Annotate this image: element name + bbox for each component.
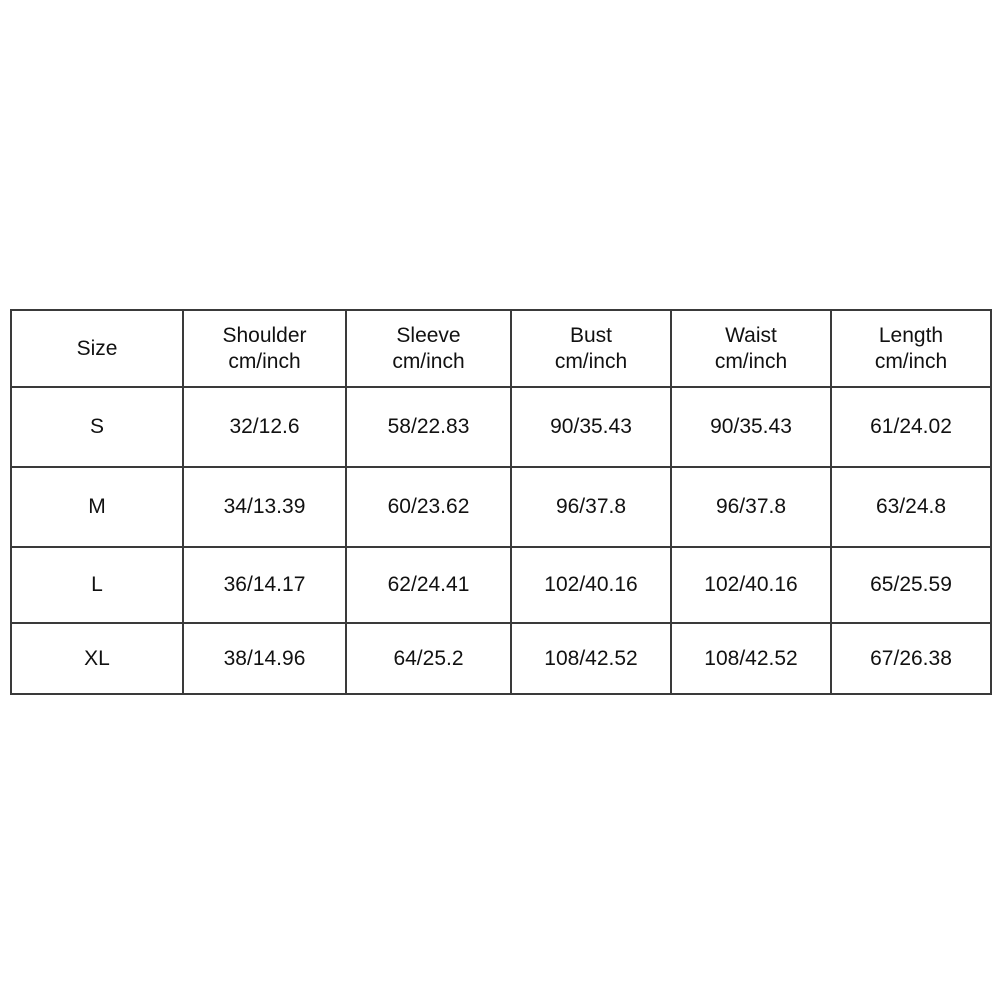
cell-sleeve: 60/23.62 (346, 467, 511, 547)
header-unit: cm/inch (228, 349, 301, 373)
cell-size: M (11, 467, 183, 547)
header-unit: cm/inch (874, 349, 948, 373)
size-chart-table (10, 309, 992, 695)
header-label: Size (76, 336, 118, 360)
header-unit: cm/inch (554, 349, 628, 373)
cell-bust: 108/42.52 (511, 623, 671, 694)
header-shoulder (183, 310, 346, 387)
cell-bust: 102/40.16 (511, 547, 671, 623)
header-sleeve (346, 310, 511, 387)
cell-waist: 102/40.16 (671, 547, 831, 623)
header-unit: cm/inch (392, 349, 465, 373)
cell-waist: 108/42.52 (671, 623, 831, 694)
header-size (11, 310, 183, 387)
cell-sleeve: 64/25.2 (346, 623, 511, 694)
table-row (11, 623, 991, 694)
cell-length: 61/24.02 (831, 387, 991, 467)
cell-bust: 96/37.8 (511, 467, 671, 547)
header-bust (511, 310, 671, 387)
header-length (831, 310, 991, 387)
table-row (11, 547, 991, 623)
cell-sleeve: 62/24.41 (346, 547, 511, 623)
header-row (11, 310, 991, 387)
cell-length: 65/25.59 (831, 547, 991, 623)
header-unit: cm/inch (714, 349, 788, 373)
cell-length: 63/24.8 (831, 467, 991, 547)
cell-sleeve: 58/22.83 (346, 387, 511, 467)
cell-shoulder: 34/13.39 (183, 467, 346, 547)
table-row (11, 467, 991, 547)
header-label: Length (878, 323, 944, 347)
cell-size: S (11, 387, 183, 467)
cell-length: 67/26.38 (831, 623, 991, 694)
cell-shoulder: 32/12.6 (183, 387, 346, 467)
cell-size: L (11, 547, 183, 623)
cell-bust: 90/35.43 (511, 387, 671, 467)
header-label: Waist (725, 323, 777, 347)
table-row (11, 387, 991, 467)
cell-waist: 96/37.8 (671, 467, 831, 547)
cell-shoulder: 36/14.17 (183, 547, 346, 623)
cell-waist: 90/35.43 (671, 387, 831, 467)
header-label: Bust (569, 323, 613, 347)
header-label: Sleeve (396, 323, 461, 347)
header-label: Shoulder (222, 323, 307, 347)
cell-size: XL (11, 623, 183, 694)
cell-shoulder: 38/14.96 (183, 623, 346, 694)
header-waist (671, 310, 831, 387)
